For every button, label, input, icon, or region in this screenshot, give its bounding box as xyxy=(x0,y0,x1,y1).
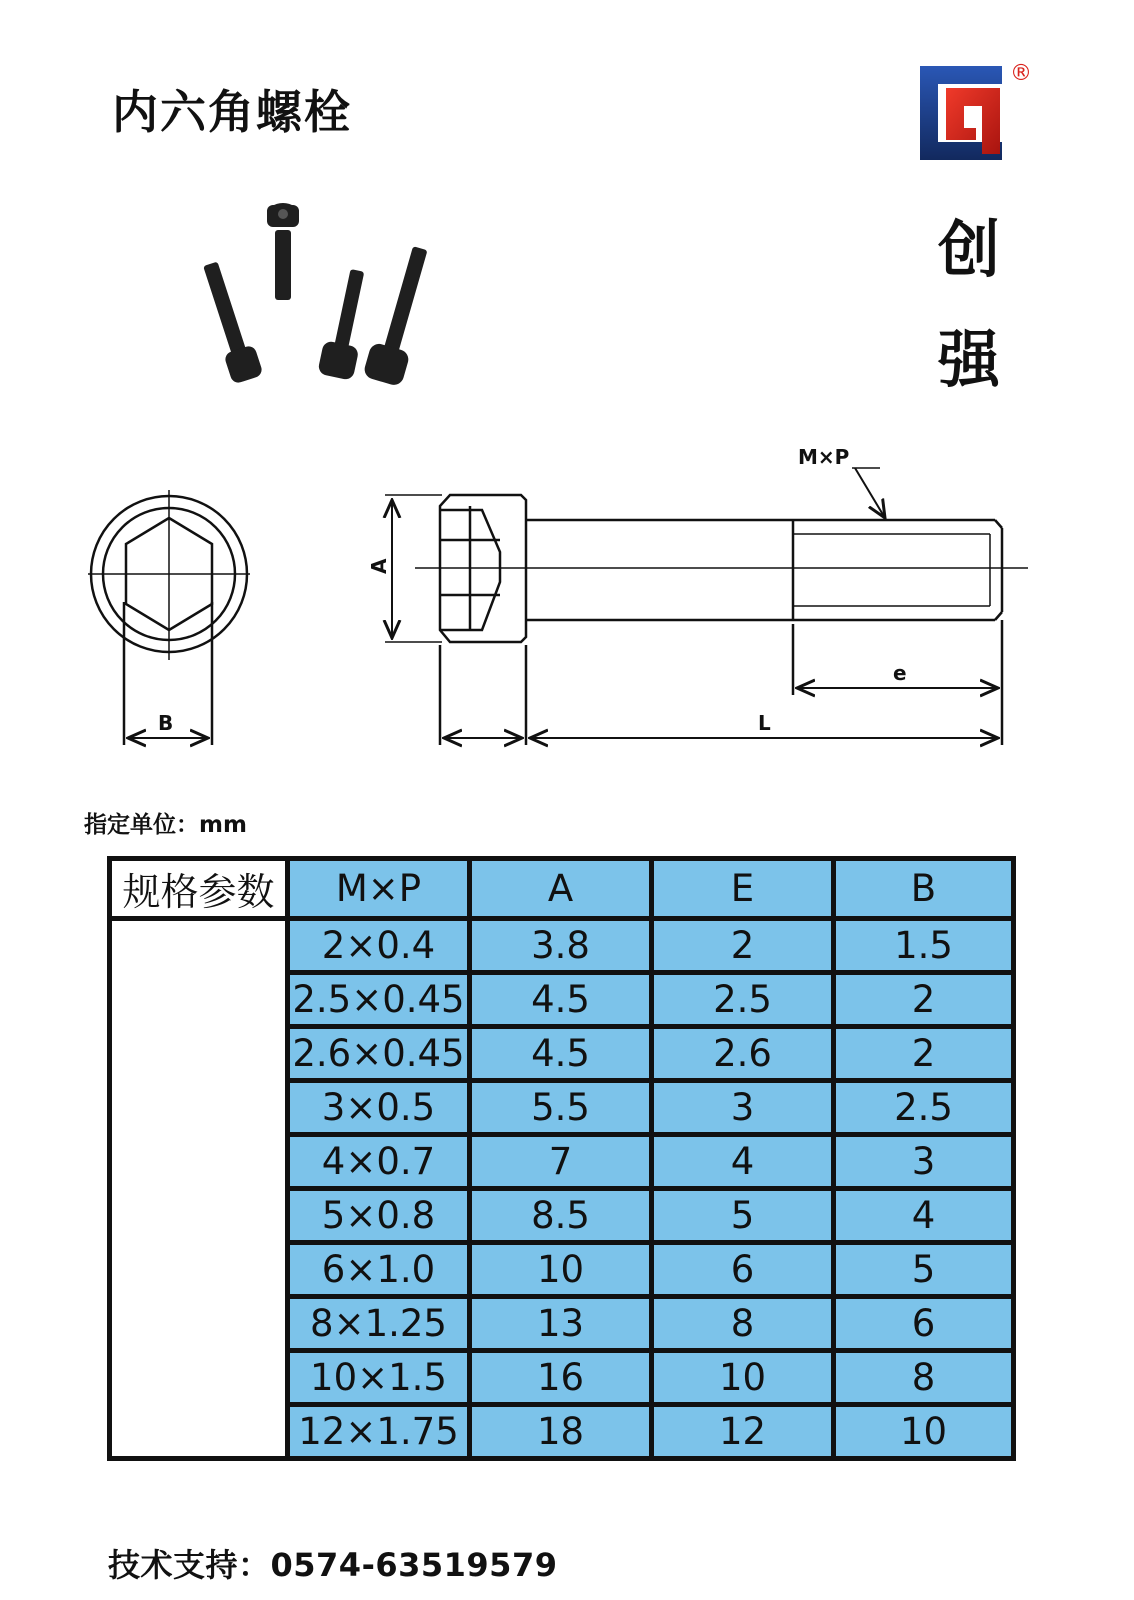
dim-label-l: L xyxy=(758,711,771,735)
brand-char-2: 强 xyxy=(938,323,1001,396)
cell-mp: 12×1.75 xyxy=(288,1405,470,1459)
cell-b: 6 xyxy=(834,1297,1014,1351)
cell-b: 3 xyxy=(834,1135,1014,1189)
cell-mp: 6×1.0 xyxy=(288,1243,470,1297)
cell-e: 8 xyxy=(652,1297,834,1351)
cell-e: 5 xyxy=(652,1189,834,1243)
cell-mp: 10×1.5 xyxy=(288,1351,470,1405)
tech-support-phone: 技术支持：0574-63519579 xyxy=(108,1546,558,1584)
row-stub xyxy=(110,919,288,1459)
cell-mp: 8×1.25 xyxy=(288,1297,470,1351)
header-mp: M×P xyxy=(288,859,470,919)
dim-label-a: A xyxy=(367,558,391,574)
cell-e: 12 xyxy=(652,1405,834,1459)
cell-a: 3.8 xyxy=(470,919,652,973)
spec-table xyxy=(107,856,1016,1461)
cell-b: 5 xyxy=(834,1243,1014,1297)
page-title: 内六角螺栓 xyxy=(112,85,352,139)
dim-label-e: e xyxy=(893,661,907,685)
cell-a: 16 xyxy=(470,1351,652,1405)
header-a: A xyxy=(470,859,652,919)
cell-b: 4 xyxy=(834,1189,1014,1243)
technical-drawing xyxy=(80,440,1060,770)
cell-b: 2 xyxy=(834,973,1014,1027)
cell-mp: 2.5×0.45 xyxy=(288,973,470,1027)
dim-label-mp: M×P xyxy=(798,445,850,469)
cell-b: 10 xyxy=(834,1405,1014,1459)
cell-a: 8.5 xyxy=(470,1189,652,1243)
table-row xyxy=(110,919,1014,973)
header-e: E xyxy=(652,859,834,919)
unit-note: 指定单位：mm xyxy=(84,812,247,838)
cell-a: 7 xyxy=(470,1135,652,1189)
cell-a: 5.5 xyxy=(470,1081,652,1135)
cell-b: 1.5 xyxy=(834,919,1014,973)
cell-b: 2.5 xyxy=(834,1081,1014,1135)
cell-mp: 4×0.7 xyxy=(288,1135,470,1189)
table-corner-label: 规格参数 xyxy=(110,859,288,919)
cell-mp: 3×0.5 xyxy=(288,1081,470,1135)
cell-a: 13 xyxy=(470,1297,652,1351)
cell-e: 10 xyxy=(652,1351,834,1405)
cell-mp: 5×0.8 xyxy=(288,1189,470,1243)
product-photo xyxy=(190,200,440,400)
cell-b: 2 xyxy=(834,1027,1014,1081)
cell-e: 3 xyxy=(652,1081,834,1135)
cell-a: 4.5 xyxy=(470,973,652,1027)
cell-e: 4 xyxy=(652,1135,834,1189)
cell-a: 10 xyxy=(470,1243,652,1297)
cell-b: 8 xyxy=(834,1351,1014,1405)
registered-mark: ® xyxy=(1010,61,1032,86)
cell-mp: 2×0.4 xyxy=(288,919,470,973)
table-header-row xyxy=(110,859,1014,919)
dim-label-b: B xyxy=(158,711,174,735)
cell-a: 4.5 xyxy=(470,1027,652,1081)
cell-mp: 2.6×0.45 xyxy=(288,1027,470,1081)
cell-e: 2.5 xyxy=(652,973,834,1027)
brand-logo xyxy=(910,58,1050,178)
cell-e: 2.6 xyxy=(652,1027,834,1081)
cell-e: 6 xyxy=(652,1243,834,1297)
cell-a: 18 xyxy=(470,1405,652,1459)
cell-e: 2 xyxy=(652,919,834,973)
header-b: B xyxy=(834,859,1014,919)
brand-char-1: 创 xyxy=(938,213,1001,286)
